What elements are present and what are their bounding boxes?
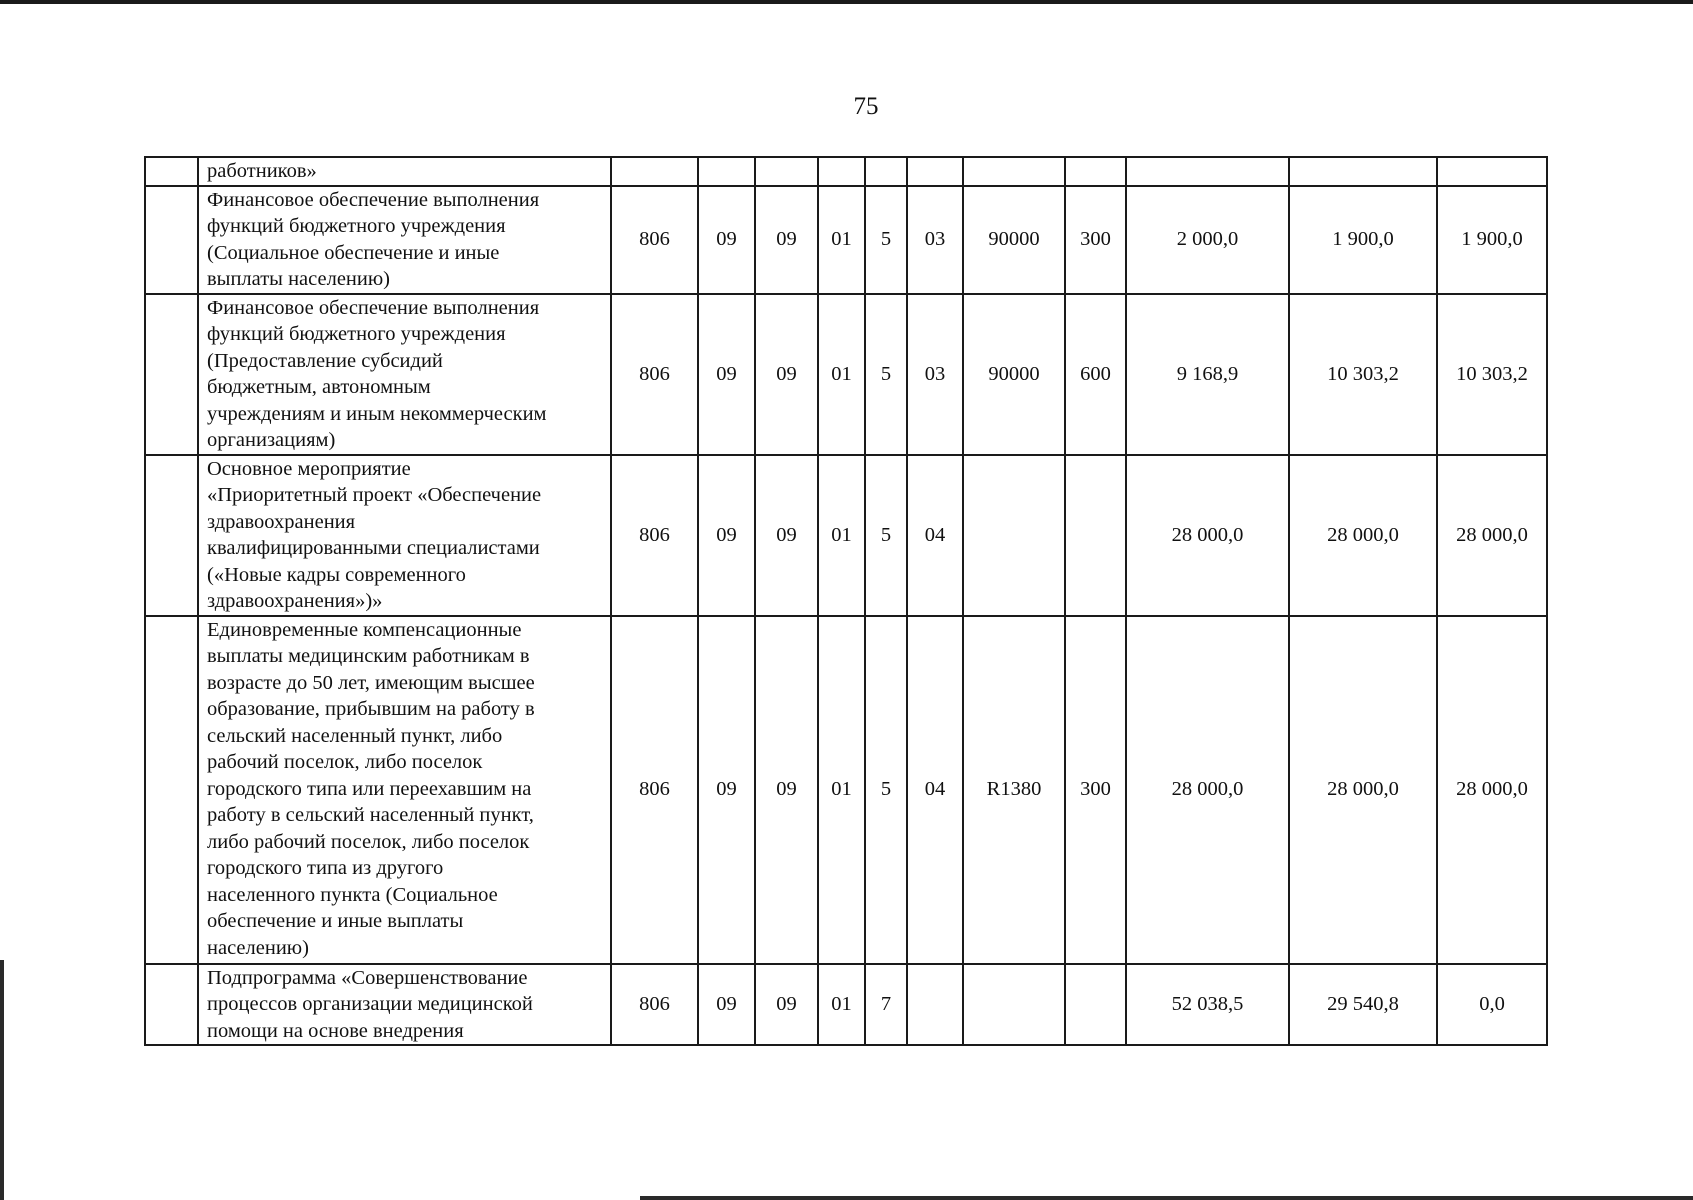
subsection-cell: 09	[755, 294, 818, 455]
description-cell: Подпрограмма «Совершенствование процессов организации медицинской помощи на основе внедрения	[198, 964, 611, 1046]
ministry-code-cell: 806	[611, 294, 698, 455]
amount-year-2-cell	[1289, 157, 1437, 186]
scan-edge-bottom	[640, 1196, 1693, 1200]
subprogram-code-cell: 5	[865, 294, 907, 455]
row-number-cell	[145, 294, 198, 455]
direction-code-cell: R1380	[963, 616, 1065, 964]
amount-year-2-cell: 1 900,0	[1289, 186, 1437, 294]
program-code-cell: 01	[818, 964, 865, 1046]
amount-year-3-cell: 1 900,0	[1437, 186, 1547, 294]
description-cell: Единовременные компенсационные выплаты медицинским работникам в возрасте до 50 лет, имеющим высшее образование, прибывшим на работу в сельский населенный пункт, либо рабочий поселок, либо поселок городского типа или переехавшим на работу в сельский населенный пункт, либо рабочий поселок, либо поселок городского типа из другого населенного пункта (Социальное обеспечение и иные выплаты населению)	[198, 616, 611, 964]
expense-type-cell: 600	[1065, 294, 1126, 455]
subsection-cell: 09	[755, 455, 818, 616]
amount-year-1-cell	[1126, 157, 1289, 186]
amount-year-2-cell: 28 000,0	[1289, 616, 1437, 964]
expense-type-cell	[1065, 455, 1126, 616]
table-row	[145, 455, 1547, 616]
section-cell: 09	[698, 294, 755, 455]
table-row	[145, 964, 1547, 1046]
section-cell: 09	[698, 964, 755, 1046]
amount-year-3-cell: 0,0	[1437, 964, 1547, 1046]
expense-type-cell	[1065, 964, 1126, 1046]
description-cell: Финансовое обеспечение выполнения функций бюджетного учреждения (Предоставление субсидий бюджетным, автономным учреждениям и иным некоммерческим организациям)	[198, 294, 611, 455]
amount-year-3-cell	[1437, 157, 1547, 186]
direction-code-cell	[963, 157, 1065, 186]
row-number-cell	[145, 186, 198, 294]
event-code-cell	[907, 964, 963, 1046]
subsection-cell: 09	[755, 964, 818, 1046]
event-code-cell: 03	[907, 294, 963, 455]
event-code-cell	[907, 157, 963, 186]
scan-edge-top	[0, 0, 1693, 4]
row-number-cell	[145, 455, 198, 616]
table-row	[145, 294, 1547, 455]
section-cell: 09	[698, 616, 755, 964]
row-number-cell	[145, 616, 198, 964]
subprogram-code-cell: 5	[865, 186, 907, 294]
amount-year-3-cell: 28 000,0	[1437, 455, 1547, 616]
amount-year-1-cell: 28 000,0	[1126, 455, 1289, 616]
subsection-cell	[755, 157, 818, 186]
subprogram-code-cell: 7	[865, 964, 907, 1046]
event-code-cell: 03	[907, 186, 963, 294]
ministry-code-cell: 806	[611, 616, 698, 964]
direction-code-cell	[963, 964, 1065, 1046]
section-cell: 09	[698, 186, 755, 294]
page-number: 75	[853, 93, 879, 120]
amount-year-2-cell: 10 303,2	[1289, 294, 1437, 455]
program-code-cell: 01	[818, 455, 865, 616]
amount-year-3-cell: 10 303,2	[1437, 294, 1547, 455]
program-code-cell: 01	[818, 616, 865, 964]
event-code-cell: 04	[907, 455, 963, 616]
subprogram-code-cell: 5	[865, 616, 907, 964]
description-cell: Основное мероприятие «Приоритетный проект «Обеспечение здравоохранения квалифицированными специалистами («Новые кадры современного здравоохранения»)»	[198, 455, 611, 616]
direction-code-cell	[963, 455, 1065, 616]
table-row	[145, 616, 1547, 964]
direction-code-cell: 90000	[963, 186, 1065, 294]
event-code-cell: 04	[907, 616, 963, 964]
subsection-cell: 09	[755, 186, 818, 294]
table-row	[145, 157, 1547, 186]
ministry-code-cell: 806	[611, 186, 698, 294]
expense-type-cell	[1065, 157, 1126, 186]
direction-code-cell: 90000	[963, 294, 1065, 455]
row-number-cell	[145, 157, 198, 186]
section-cell: 09	[698, 455, 755, 616]
ministry-code-cell	[611, 157, 698, 186]
scan-edge-left	[0, 960, 4, 1200]
ministry-code-cell: 806	[611, 964, 698, 1046]
subsection-cell: 09	[755, 616, 818, 964]
expense-type-cell: 300	[1065, 186, 1126, 294]
subprogram-code-cell	[865, 157, 907, 186]
section-cell	[698, 157, 755, 186]
row-number-cell	[145, 964, 198, 1046]
amount-year-2-cell: 29 540,8	[1289, 964, 1437, 1046]
table-row	[145, 186, 1547, 294]
program-code-cell: 01	[818, 294, 865, 455]
amount-year-1-cell: 28 000,0	[1126, 616, 1289, 964]
amount-year-2-cell: 28 000,0	[1289, 455, 1437, 616]
subprogram-code-cell: 5	[865, 455, 907, 616]
program-code-cell	[818, 157, 865, 186]
budget-table	[144, 156, 1548, 1046]
description-cell: работников»	[198, 157, 611, 186]
amount-year-1-cell: 2 000,0	[1126, 186, 1289, 294]
program-code-cell: 01	[818, 186, 865, 294]
expense-type-cell: 300	[1065, 616, 1126, 964]
description-cell: Финансовое обеспечение выполнения функций бюджетного учреждения (Социальное обеспечение и иные выплаты населению)	[198, 186, 611, 294]
amount-year-1-cell: 52 038,5	[1126, 964, 1289, 1046]
ministry-code-cell: 806	[611, 455, 698, 616]
amount-year-3-cell: 28 000,0	[1437, 616, 1547, 964]
amount-year-1-cell: 9 168,9	[1126, 294, 1289, 455]
